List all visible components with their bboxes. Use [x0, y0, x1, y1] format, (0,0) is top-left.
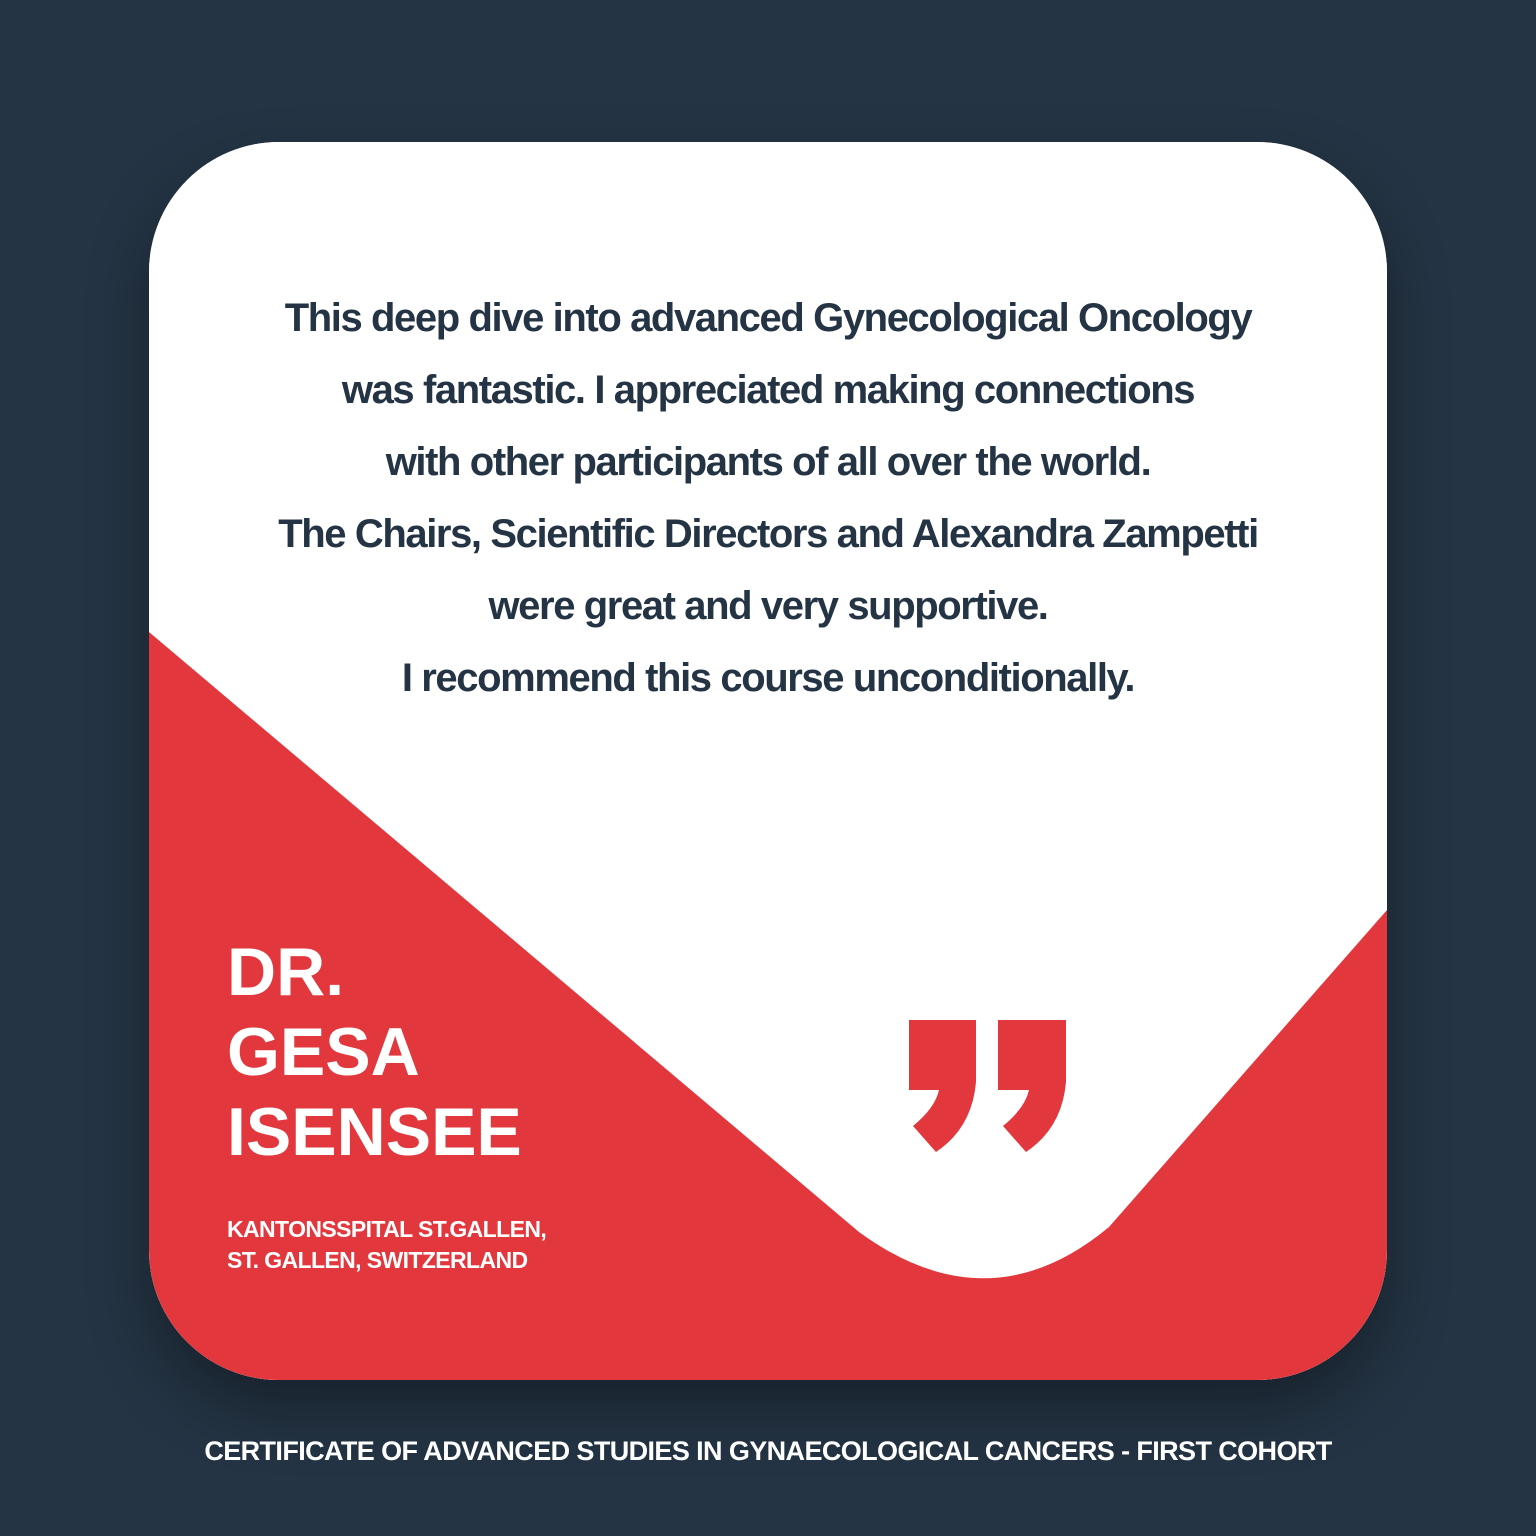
name-title: DR. — [227, 934, 345, 1010]
program-footer: CERTIFICATE OF ADVANCED STUDIES IN GYNAECOLOGICAL CANCERS - FIRST COHORT — [204, 1436, 1332, 1466]
name-last: ISENSEE — [227, 1094, 522, 1170]
quote-line: was fantastic. I appreciated making connections — [341, 368, 1195, 412]
affiliation-line: ST. GALLEN, SWITZERLAND — [227, 1247, 528, 1273]
quote-line: The Chairs, Scientific Directors and Alexandra Zampetti — [278, 512, 1258, 556]
person-name — [227, 932, 522, 1172]
closing-quote-icon — [906, 1020, 1072, 1156]
quote-line: were great and very supportive. — [488, 584, 1048, 628]
affiliation — [227, 1214, 546, 1276]
testimonial-quote — [209, 282, 1327, 714]
testimonial-card — [149, 142, 1387, 1380]
affiliation-line: KANTONSSPITAL ST.GALLEN, — [227, 1216, 547, 1242]
quote-line: with other participants of all over the world. — [385, 440, 1151, 484]
quote-line: This deep dive into advanced Gynecological Oncology — [284, 296, 1252, 340]
quote-line: I recommend this course unconditionally. — [401, 656, 1135, 700]
name-first: GESA — [227, 1014, 420, 1090]
